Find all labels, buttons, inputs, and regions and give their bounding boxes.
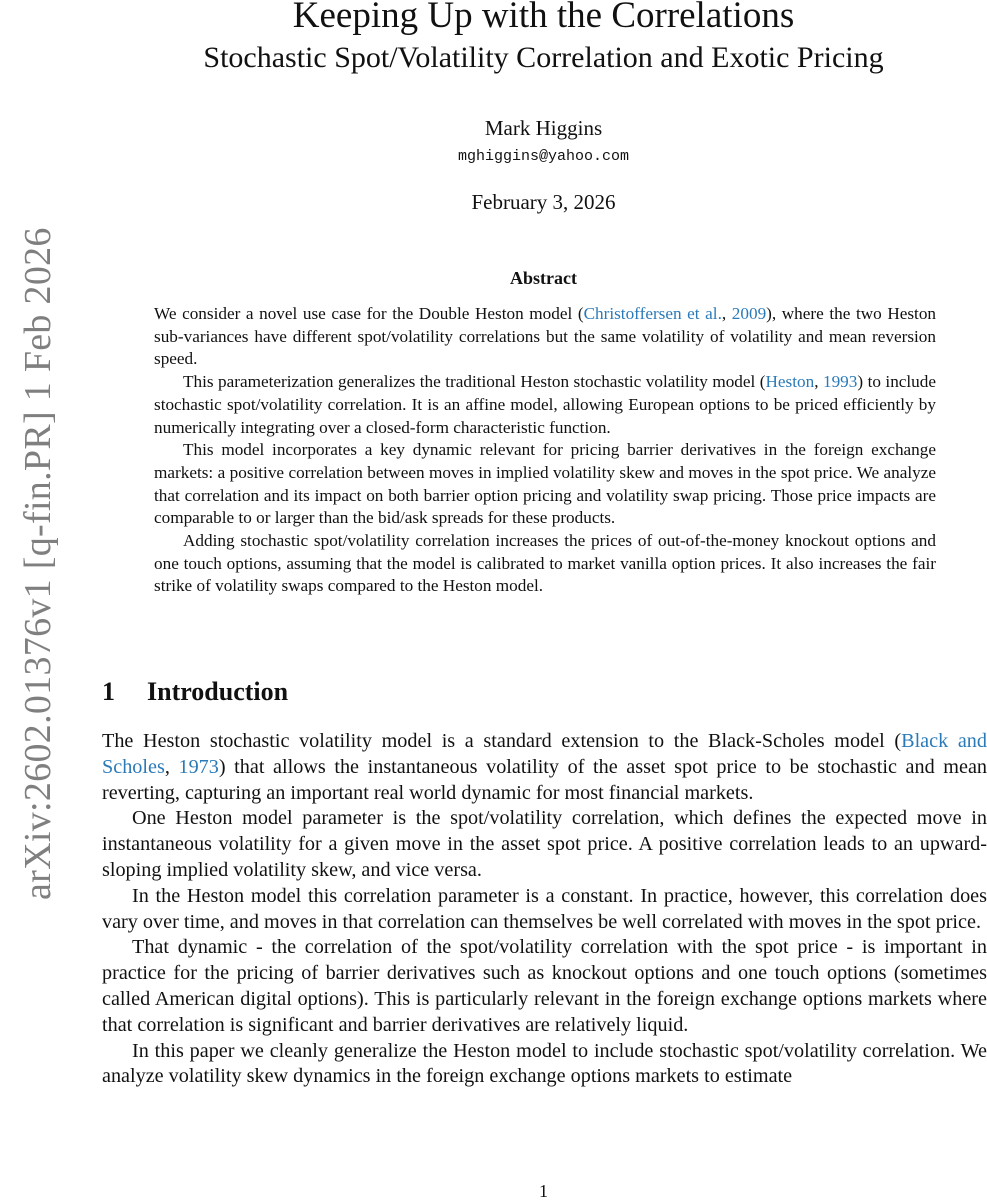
citation-link[interactable] [178, 756, 218, 778]
citation-link[interactable] [823, 372, 857, 391]
paper-date: February 3, 2026 [471, 190, 616, 214]
citation-separator: , [721, 304, 732, 323]
citation-author[interactable]: Christoffersen et al. [583, 304, 722, 323]
citation-author[interactable]: Heston [765, 372, 815, 392]
body-paragraph [102, 729, 987, 806]
abstract-paragraph: Adding stochastic spot/volatility correlation increases the prices of out-of-the-money knockout options and one touch options, assuming that the model is calibrated to market vanilla option prices. It also increases the fair strike of volatility swaps compared to the Heston model. [154, 531, 936, 596]
citation-separator: , [164, 755, 179, 778]
citation-year[interactable]: 2009 [731, 304, 767, 323]
page-number: 1 [539, 1181, 548, 1201]
citation-year[interactable]: 1973 [178, 755, 219, 778]
paper-title: Keeping Up with the Correlations [292, 0, 795, 36]
section-title: Introduction [147, 677, 289, 706]
abstract-text: ) to include stochastic spot/volatility correlation. It is an affine model, allowing European options to be priced efficiently by numerically integrating over a closed-form characteristic function. [154, 372, 937, 437]
abstract-paragraph [154, 371, 936, 439]
abstract-text: This parameterization generalizes the traditional Heston stochastic volatility model ( [183, 372, 766, 392]
arxiv-identifier-stamp: arXiv:2602.01376v1 [q-fin.PR] 1 Feb 2026 [17, 227, 59, 900]
paper-subtitle: Stochastic Spot/Volatility Correlation and Exotic Pricing [203, 41, 884, 74]
abstract-body [154, 303, 936, 598]
author-name: Mark Higgins [484, 116, 603, 140]
citation-link[interactable] [732, 304, 766, 323]
body-text: The Heston stochastic volatility model is a standard extension to the Black-Scholes model ( [102, 730, 902, 752]
abstract-text: We consider a novel use case for the Double Heston model ( [154, 304, 584, 323]
abstract-text: ), where the two Heston sub-variances have different spot/volatility correlations but the same volatility of volatility and mean reversion speed. [154, 304, 937, 369]
body-text: ) that allows the instantaneous volatility of the asset spot price to be stochastic and mean reverting, capturing an important real world dynamic for most financial markets. [102, 755, 987, 804]
citation-author[interactable]: Black and Scholes [102, 730, 987, 778]
citation-year[interactable]: 1993 [822, 372, 858, 392]
body-paragraph: In this paper we cleanly generalize the Heston model to include stochastic spot/volatility correlation. We analyze volatility skew dynamics in the foreign exchange options markets to estimate [102, 1039, 987, 1088]
section-heading [102, 677, 288, 707]
citation-link[interactable] [766, 372, 815, 391]
citation-separator: , [814, 372, 823, 392]
section-number: 1 [102, 677, 115, 706]
abstract-heading: Abstract [510, 268, 577, 288]
abstract-paragraph [154, 303, 936, 371]
introduction-body [102, 729, 987, 1090]
body-paragraph: That dynamic - the correlation of the spot/volatility correlation with the spot price - is important in practice for the pricing of barrier derivatives such as knockout options and one touch options (sometimes called American digital options). This is particularly relevant in the foreign exchange options markets where that correlation is significant and barrier derivatives are relatively liquid. [102, 936, 987, 1036]
body-paragraph: One Heston model parameter is the spot/volatility correlation, which defines the expected move in instantaneous volatility for a given move in the asset spot price. A positive correlation leads to an upward-sloping implied volatility skew, and vice versa. [102, 807, 987, 881]
author-email: mghiggins@yahoo.com [457, 148, 630, 165]
abstract-paragraph: This model incorporates a key dynamic relevant for pricing barrier derivatives in the foreign exchange markets: a positive correlation between moves in implied volatility skew and moves in the spot price. We analyze that correlation and its impact on both barrier option pricing and volatility swap pricing. Those price impacts are comparable to or larger than the bid/ask spreads for these products. [154, 440, 936, 528]
body-paragraph: In the Heston model this correlation parameter is a constant. In practice, however, this correlation does vary over time, and moves in that correlation can themselves be well correlated with moves in the spot price. [102, 884, 987, 933]
citation-link[interactable] [584, 304, 722, 323]
